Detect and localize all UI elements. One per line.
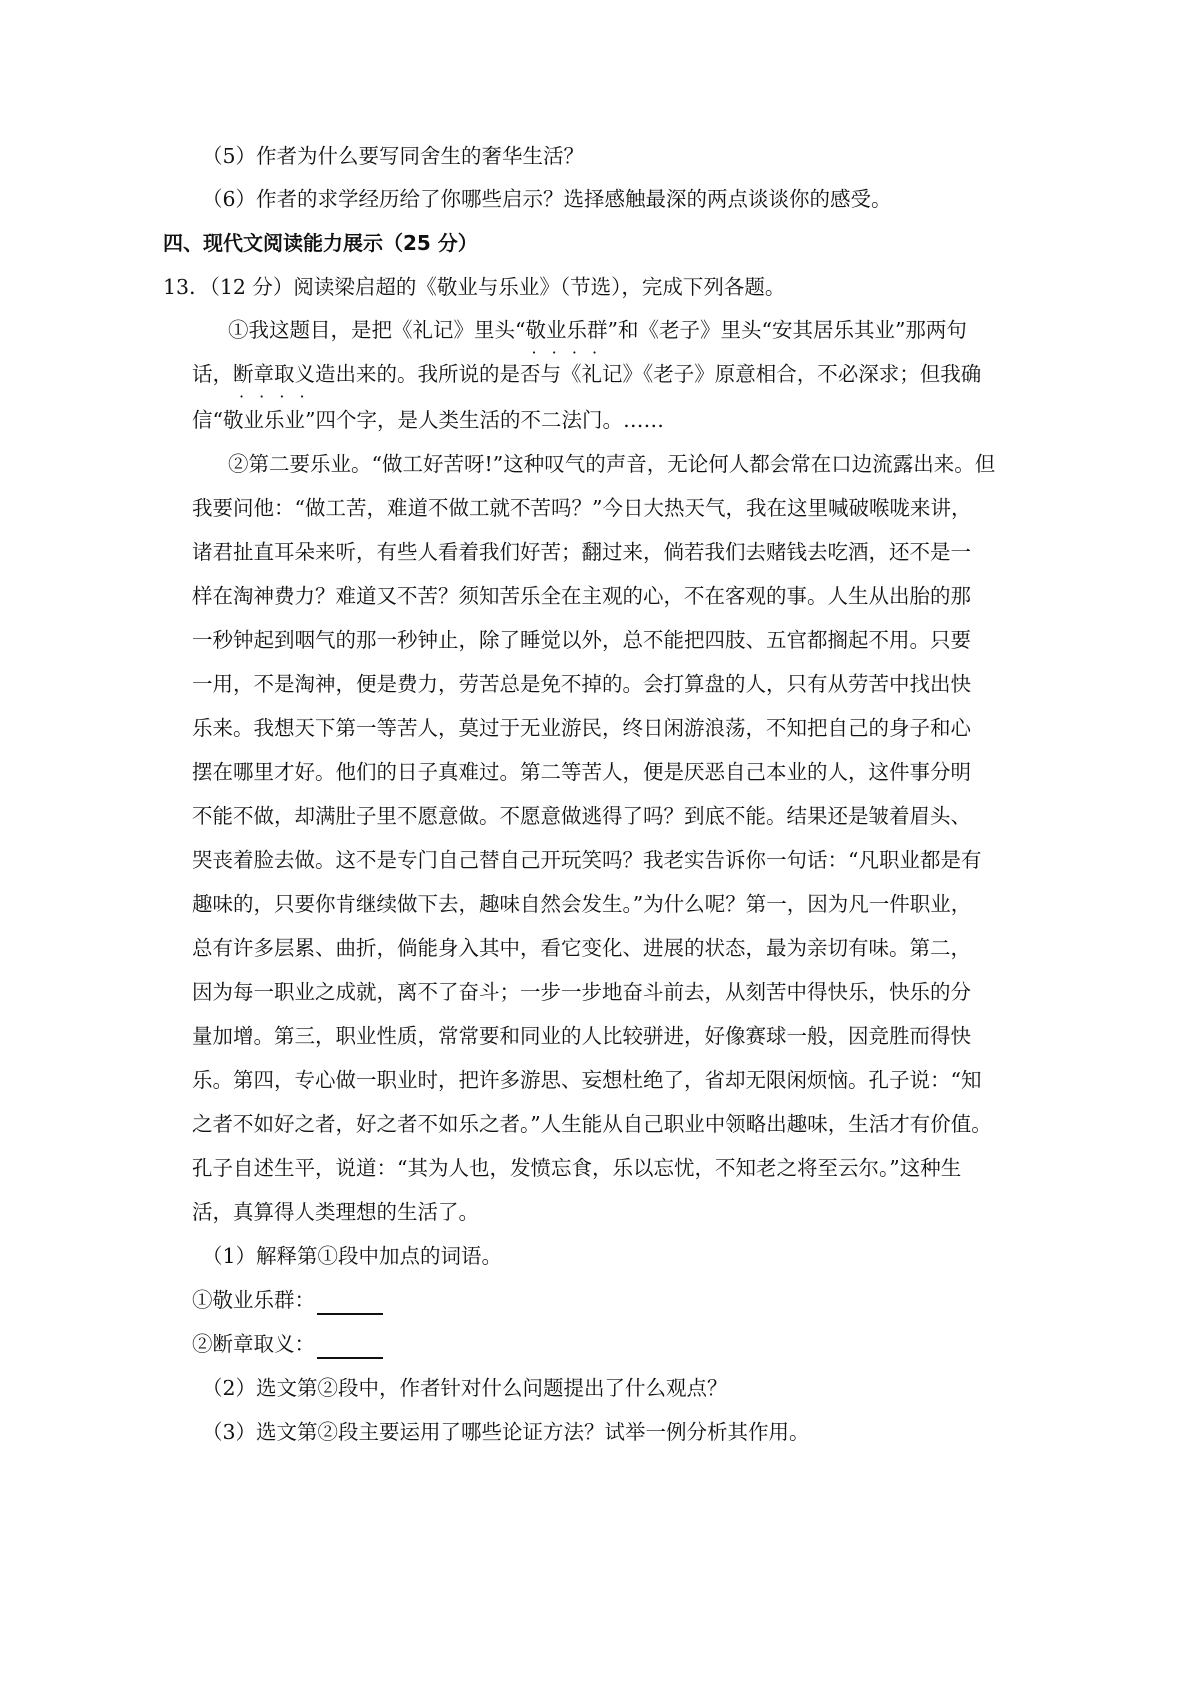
prompt: ①敬业乐群： [192,1288,315,1312]
text: ①我这题目，是把《礼记》里头“ [228,318,526,342]
text: 话， [192,362,233,386]
paragraph-2-line: 量加增。第三，职业性质，常常要和同业的人比较骈进，好像赛球一般，因竞胜而得快 [192,1024,971,1048]
sub-question-1b [192,1329,383,1359]
dotted-term-duanzhang-quyi: 断章取义 · · · · [233,362,315,386]
answer-blank[interactable] [317,1293,383,1315]
paragraph-2-line: 不能不做，却满肚子里不愿意做。不愿意做逃得了吗？到底不能。结果还是皱着眉头、 [192,804,971,828]
paragraph-2-line: 哭丧着脸去做。这不是专门自己替自己开玩笑吗？我老实告诉你一句话：“凡职业都是有 [192,848,982,872]
paragraph-2-line: 趣味的，只要你肯继续做下去，趣味自然会发生。”为什么呢？第一，因为凡一件职业， [192,892,972,916]
text: 造出来的。我所说的是否与《礼记》《老子》原意相合，不必深求；但我确 [315,362,982,386]
paragraph-2-line: 孔子自述生平，说道：“其为人也，发愤忘食，乐以忘忧，不知老之将至云尔。”这种生 [192,1156,962,1180]
section-title: 四、现代文阅读能力展示（25 分） [163,231,478,255]
paragraph-2-line: 总有许多层累、曲折，倘能身入其中，看它变化、进展的状态，最为亲切有味。第二， [192,936,971,960]
paragraph-2-line: ②第二要乐业。“做工好苦呀!”这种叹气的声音，无论何人都会常在口边流露出来。但 [228,452,996,476]
sub-question-2: （2）选文第②段中，作者针对什么问题提出了什么观点？ [202,1376,728,1400]
text: ”和《老子》里头“安其居乐其业”那两句 [607,318,967,342]
sub-question-3: （3）选文第②段主要运用了哪些论证方法？试举一例分析其作用。 [202,1420,810,1444]
paragraph-2-line: 乐。第四，专心做一职业时，把许多游思、妄想杜绝了，省却无限闲烦恼。孔子说：“知 [192,1068,982,1092]
prompt: ②断章取义： [192,1332,315,1356]
paragraph-2-line: 摆在哪里才好。他们的日子真难过。第二等苦人，便是厌恶自己本业的人，这件事分明 [192,760,971,784]
sub-question-1a [192,1285,383,1315]
paragraph-2-line: 一秒钟起到咽气的那一秒钟止，除了睡觉以外，总不能把四肢、五官都搁起不用。只要 [192,628,971,652]
answer-blank[interactable] [317,1337,383,1359]
paragraph-2-line: 之者不如好之者，好之者不如乐之者。”人生能从自己职业中领略出趣味，生活才有价值。 [192,1112,992,1136]
paragraph-2-line: 活，真算得人类理想的生活了。 [192,1200,479,1224]
paragraph-2-line: 诸君扯直耳朵来听，有些人看着我们好苦；翻过来，倘若我们去赌钱去吃酒，还不是一 [192,540,971,564]
paragraph-2-line: 乐来。我想天下第一等苦人，莫过于无业游民，终日闲游浪荡，不知把自己的身子和心 [192,716,971,740]
question-13-stem: 13．（12 分）阅读梁启超的《敬业与乐业》（节选），完成下列各题。 [163,275,786,299]
paragraph-1-line-1 [228,315,967,345]
question-6: （6）作者的求学经历给了你哪些启示？选择感触最深的两点谈谈你的感受。 [202,187,892,211]
paragraph-1-line-3: 信“敬业乐业”四个字，是人类生活的不二法门。…… [192,408,664,432]
sub-question-1: （1）解释第①段中加点的词语。 [202,1244,503,1268]
question-5: （5）作者为什么要写同舍生的奢华生活？ [202,144,585,168]
paragraph-2-line: 一用，不是淘神，便是费力，劳苦总是免不掉的。会打算盘的人，只有从劳苦中找出快 [192,672,971,696]
paragraph-2-line: 我要问他：“做工苦，难道不做工就不苦吗？”今日大热天气，我在这里喊破喉咙来讲， [192,496,972,520]
paragraph-2-line: 样在淘神费力？难道又不苦？须知苦乐全在主观的心，不在客观的事。人生从出胎的那 [192,584,971,608]
paragraph-1-line-2 [192,359,981,389]
dotted-term-jingye-lequn: 敬业乐群 · · · · [525,318,607,342]
paragraph-2-line: 因为每一职业之成就，离不了奋斗；一步一步地奋斗前去，从刻苦中得快乐，快乐的分 [192,980,971,1004]
